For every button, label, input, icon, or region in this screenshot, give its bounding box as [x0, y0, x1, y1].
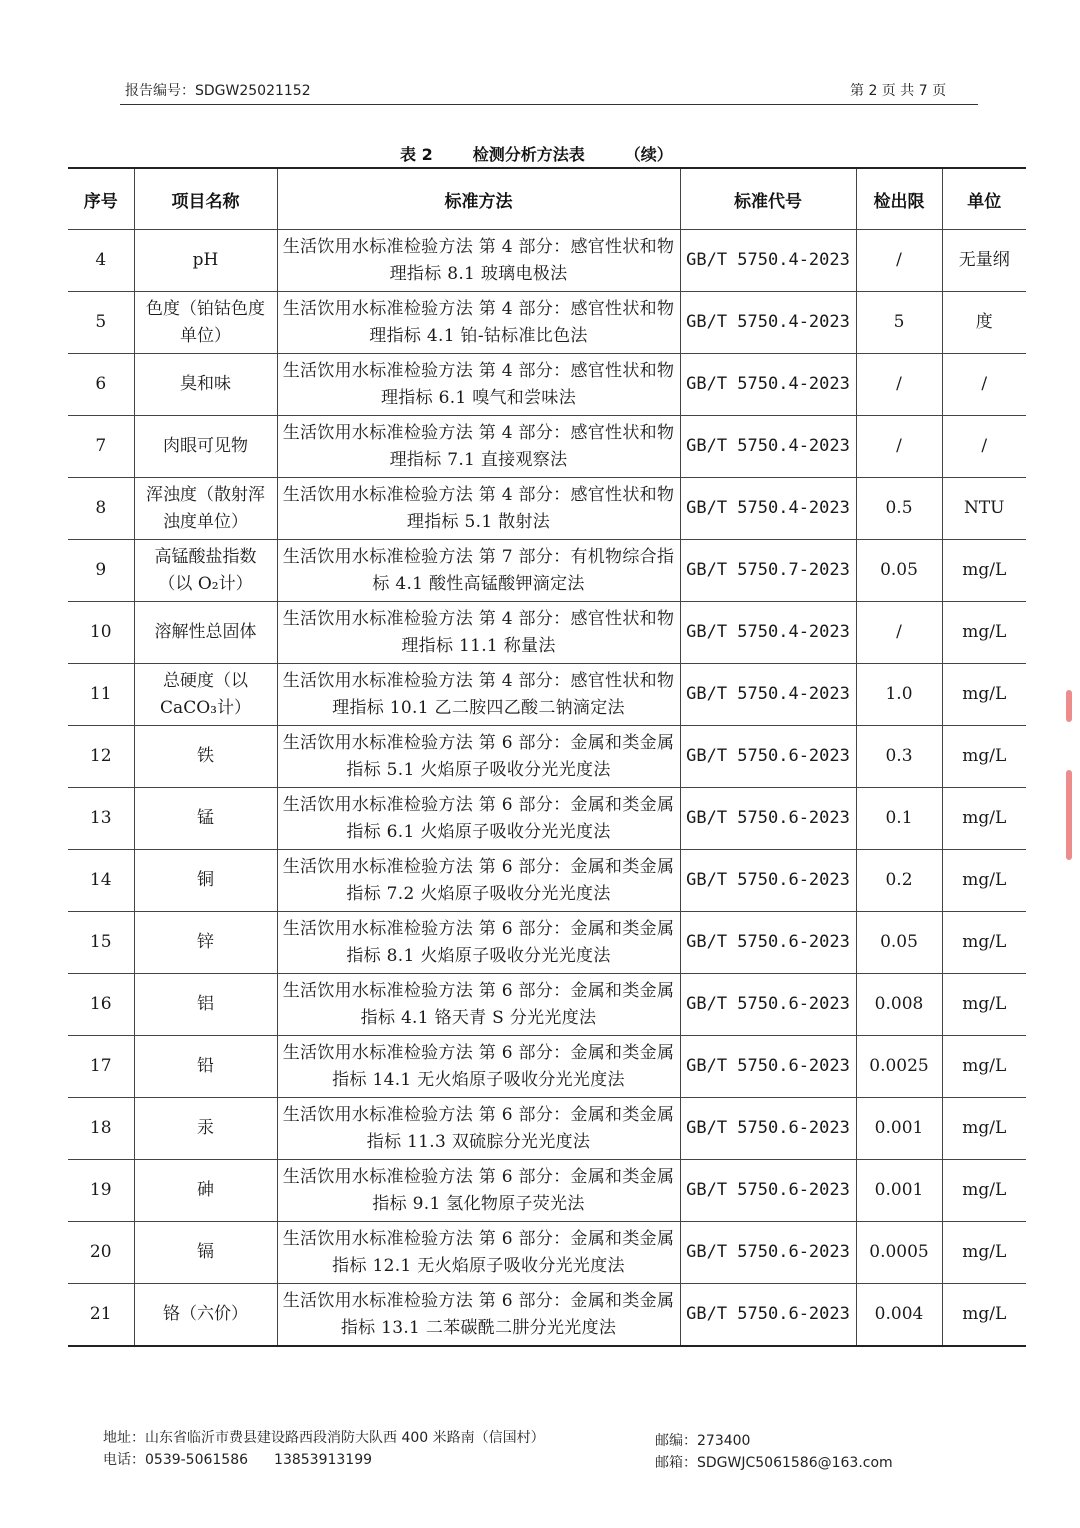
row-serial: 11 [68, 664, 134, 726]
row-serial: 21 [68, 1284, 134, 1347]
row-standard-code: GB/T 5750.6-2023 [680, 1098, 856, 1160]
row-standard-code: GB/T 5750.6-2023 [680, 850, 856, 912]
table-row [68, 726, 1026, 788]
row-standard-code: GB/T 5750.4-2023 [680, 478, 856, 540]
footer-mobile: 13853913199 [274, 1452, 373, 1468]
table-row [68, 478, 1026, 540]
table-row [68, 912, 1026, 974]
row-standard-method: 生活饮用水标准检验方法 第 6 部分：金属和类金属指标 6.1 火焰原子吸收分光光度法 [277, 788, 680, 850]
row-detection-limit: 0.001 [856, 1160, 942, 1222]
header-divider [120, 104, 978, 105]
table-row [68, 1160, 1026, 1222]
row-detection-limit: / [856, 230, 942, 292]
row-item-name: 总硬度（以 CaCO₃计） [134, 664, 277, 726]
row-standard-method: 生活饮用水标准检验方法 第 6 部分：金属和类金属指标 13.1 二苯碳酰二肼分光光度法 [277, 1284, 680, 1347]
row-unit: / [942, 354, 1026, 416]
row-item-name: pH [134, 230, 277, 292]
row-serial: 9 [68, 540, 134, 602]
row-item-name: 色度（铂钴色度单位） [134, 292, 277, 354]
row-detection-limit: 0.001 [856, 1098, 942, 1160]
row-unit: mg/L [942, 788, 1026, 850]
row-unit: mg/L [942, 664, 1026, 726]
row-serial: 10 [68, 602, 134, 664]
row-serial: 17 [68, 1036, 134, 1098]
footer-postcode: 邮编：273400 [655, 1433, 751, 1449]
header-serial: 序号 [68, 168, 134, 230]
row-detection-limit: 0.05 [856, 912, 942, 974]
table-caption [400, 142, 700, 165]
row-standard-method: 生活饮用水标准检验方法 第 7 部分：有机物综合指标 4.1 酸性高锰酸钾滴定法 [277, 540, 680, 602]
row-standard-code: GB/T 5750.4-2023 [680, 664, 856, 726]
row-standard-code: GB/T 5750.4-2023 [680, 230, 856, 292]
row-item-name: 镉 [134, 1222, 277, 1284]
table-row [68, 354, 1026, 416]
table-row [68, 1222, 1026, 1284]
table-row [68, 1036, 1026, 1098]
row-detection-limit: 0.2 [856, 850, 942, 912]
table-number: 表 2 [400, 145, 433, 164]
row-unit: mg/L [942, 850, 1026, 912]
table-row [68, 1284, 1026, 1347]
table-row [68, 1098, 1026, 1160]
row-standard-method: 生活饮用水标准检验方法 第 6 部分：金属和类金属指标 5.1 火焰原子吸收分光光度法 [277, 726, 680, 788]
row-serial: 5 [68, 292, 134, 354]
row-unit: mg/L [942, 1284, 1026, 1347]
row-unit: 度 [942, 292, 1026, 354]
table-row [68, 292, 1026, 354]
row-unit: mg/L [942, 1222, 1026, 1284]
row-standard-code: GB/T 5750.7-2023 [680, 540, 856, 602]
table-row [68, 416, 1026, 478]
row-standard-code: GB/T 5750.4-2023 [680, 416, 856, 478]
row-standard-code: GB/T 5750.6-2023 [680, 788, 856, 850]
row-serial: 8 [68, 478, 134, 540]
row-serial: 19 [68, 1160, 134, 1222]
row-standard-code: GB/T 5750.4-2023 [680, 354, 856, 416]
header-detection-limit: 检出限 [856, 168, 942, 230]
row-unit: mg/L [942, 602, 1026, 664]
row-detection-limit: 0.5 [856, 478, 942, 540]
footer-phones [103, 1449, 372, 1469]
row-unit: mg/L [942, 912, 1026, 974]
row-unit: mg/L [942, 540, 1026, 602]
row-unit: mg/L [942, 1036, 1026, 1098]
row-item-name: 浑浊度（散射浑浊度单位） [134, 478, 277, 540]
row-unit: mg/L [942, 726, 1026, 788]
table-header-row [68, 168, 1026, 230]
row-standard-method: 生活饮用水标准检验方法 第 6 部分：金属和类金属指标 8.1 火焰原子吸收分光光度法 [277, 912, 680, 974]
table-body [68, 230, 1026, 1347]
row-unit: NTU [942, 478, 1026, 540]
table-continued-mark: （续） [624, 145, 673, 164]
row-serial: 6 [68, 354, 134, 416]
row-item-name: 臭和味 [134, 354, 277, 416]
row-item-name: 溶解性总固体 [134, 602, 277, 664]
report-number: 报告编号：SDGW25021152 [125, 83, 311, 99]
row-serial: 12 [68, 726, 134, 788]
row-detection-limit: 5 [856, 292, 942, 354]
page-indicator: 第 2 页 共 7 页 [850, 83, 947, 99]
row-detection-limit: / [856, 354, 942, 416]
row-detection-limit: 1.0 [856, 664, 942, 726]
row-standard-code: GB/T 5750.6-2023 [680, 726, 856, 788]
row-unit: mg/L [942, 974, 1026, 1036]
table-row [68, 974, 1026, 1036]
row-standard-method: 生活饮用水标准检验方法 第 6 部分：金属和类金属指标 4.1 铬天青 S 分光光度法 [277, 974, 680, 1036]
row-serial: 15 [68, 912, 134, 974]
row-detection-limit: 0.0025 [856, 1036, 942, 1098]
table-row [68, 850, 1026, 912]
row-serial: 16 [68, 974, 134, 1036]
row-detection-limit: 0.0005 [856, 1222, 942, 1284]
footer-email: 邮箱：SDGWJC5061586@163.com [655, 1455, 893, 1471]
row-standard-code: GB/T 5750.6-2023 [680, 1222, 856, 1284]
row-item-name: 砷 [134, 1160, 277, 1222]
row-detection-limit: 0.008 [856, 974, 942, 1036]
seal-mark [1066, 690, 1072, 722]
row-serial: 13 [68, 788, 134, 850]
row-standard-method: 生活饮用水标准检验方法 第 6 部分：金属和类金属指标 9.1 氢化物原子荧光法 [277, 1160, 680, 1222]
table-row [68, 602, 1026, 664]
row-item-name: 汞 [134, 1098, 277, 1160]
row-serial: 4 [68, 230, 134, 292]
row-detection-limit: 0.1 [856, 788, 942, 850]
row-item-name: 铝 [134, 974, 277, 1036]
row-standard-method: 生活饮用水标准检验方法 第 4 部分：感官性状和物理指标 8.1 玻璃电极法 [277, 230, 680, 292]
footer-address: 地址：山东省临沂市费县建设路西段消防大队西 400 米路南（信国村） [103, 1430, 545, 1446]
row-standard-code: GB/T 5750.4-2023 [680, 602, 856, 664]
row-standard-method: 生活饮用水标准检验方法 第 6 部分：金属和类金属指标 11.3 双硫腙分光光度法 [277, 1098, 680, 1160]
row-serial: 18 [68, 1098, 134, 1160]
row-standard-method: 生活饮用水标准检验方法 第 6 部分：金属和类金属指标 7.2 火焰原子吸收分光光度法 [277, 850, 680, 912]
row-standard-code: GB/T 5750.6-2023 [680, 974, 856, 1036]
row-detection-limit: 0.004 [856, 1284, 942, 1347]
table-row [68, 664, 1026, 726]
row-standard-method: 生活饮用水标准检验方法 第 4 部分：感官性状和物理指标 5.1 散射法 [277, 478, 680, 540]
row-standard-code: GB/T 5750.6-2023 [680, 912, 856, 974]
row-item-name: 高锰酸盐指数（以 O₂计） [134, 540, 277, 602]
row-standard-code: GB/T 5750.6-2023 [680, 1160, 856, 1222]
row-item-name: 铬（六价） [134, 1284, 277, 1347]
table-title: 检测分析方法表 [472, 145, 585, 164]
row-unit: 无量纲 [942, 230, 1026, 292]
table-row [68, 788, 1026, 850]
row-standard-method: 生活饮用水标准检验方法 第 6 部分：金属和类金属指标 14.1 无火焰原子吸收分光光度法 [277, 1036, 680, 1098]
row-serial: 7 [68, 416, 134, 478]
table-row [68, 540, 1026, 602]
row-standard-method: 生活饮用水标准检验方法 第 6 部分：金属和类金属指标 12.1 无火焰原子吸收分光光度法 [277, 1222, 680, 1284]
row-unit: / [942, 416, 1026, 478]
row-standard-method: 生活饮用水标准检验方法 第 4 部分：感官性状和物理指标 10.1 乙二胺四乙酸二钠滴定法 [277, 664, 680, 726]
row-item-name: 铁 [134, 726, 277, 788]
header-item-name: 项目名称 [134, 168, 277, 230]
row-unit: mg/L [942, 1160, 1026, 1222]
header-unit: 单位 [942, 168, 1026, 230]
header-standard-code: 标准代号 [680, 168, 856, 230]
row-detection-limit: / [856, 602, 942, 664]
row-serial: 20 [68, 1222, 134, 1284]
seal-mark [1066, 770, 1072, 860]
row-item-name: 铜 [134, 850, 277, 912]
row-detection-limit: 0.05 [856, 540, 942, 602]
row-item-name: 锌 [134, 912, 277, 974]
row-serial: 14 [68, 850, 134, 912]
row-standard-method: 生活饮用水标准检验方法 第 4 部分：感官性状和物理指标 6.1 嗅气和尝味法 [277, 354, 680, 416]
row-item-name: 锰 [134, 788, 277, 850]
row-standard-code: GB/T 5750.4-2023 [680, 292, 856, 354]
row-standard-code: GB/T 5750.6-2023 [680, 1036, 856, 1098]
row-item-name: 铅 [134, 1036, 277, 1098]
row-unit: mg/L [942, 1098, 1026, 1160]
row-standard-method: 生活饮用水标准检验方法 第 4 部分：感官性状和物理指标 7.1 直接观察法 [277, 416, 680, 478]
row-standard-method: 生活饮用水标准检验方法 第 4 部分：感官性状和物理指标 4.1 铂-钴标准比色法 [277, 292, 680, 354]
row-standard-method: 生活饮用水标准检验方法 第 4 部分：感官性状和物理指标 11.1 称量法 [277, 602, 680, 664]
row-detection-limit: 0.3 [856, 726, 942, 788]
footer-phone: 电话：0539-5061586 [103, 1452, 249, 1468]
method-table [68, 167, 1026, 1347]
row-standard-code: GB/T 5750.6-2023 [680, 1284, 856, 1347]
table-row [68, 230, 1026, 292]
row-detection-limit: / [856, 416, 942, 478]
header-standard-method: 标准方法 [277, 168, 680, 230]
row-item-name: 肉眼可见物 [134, 416, 277, 478]
